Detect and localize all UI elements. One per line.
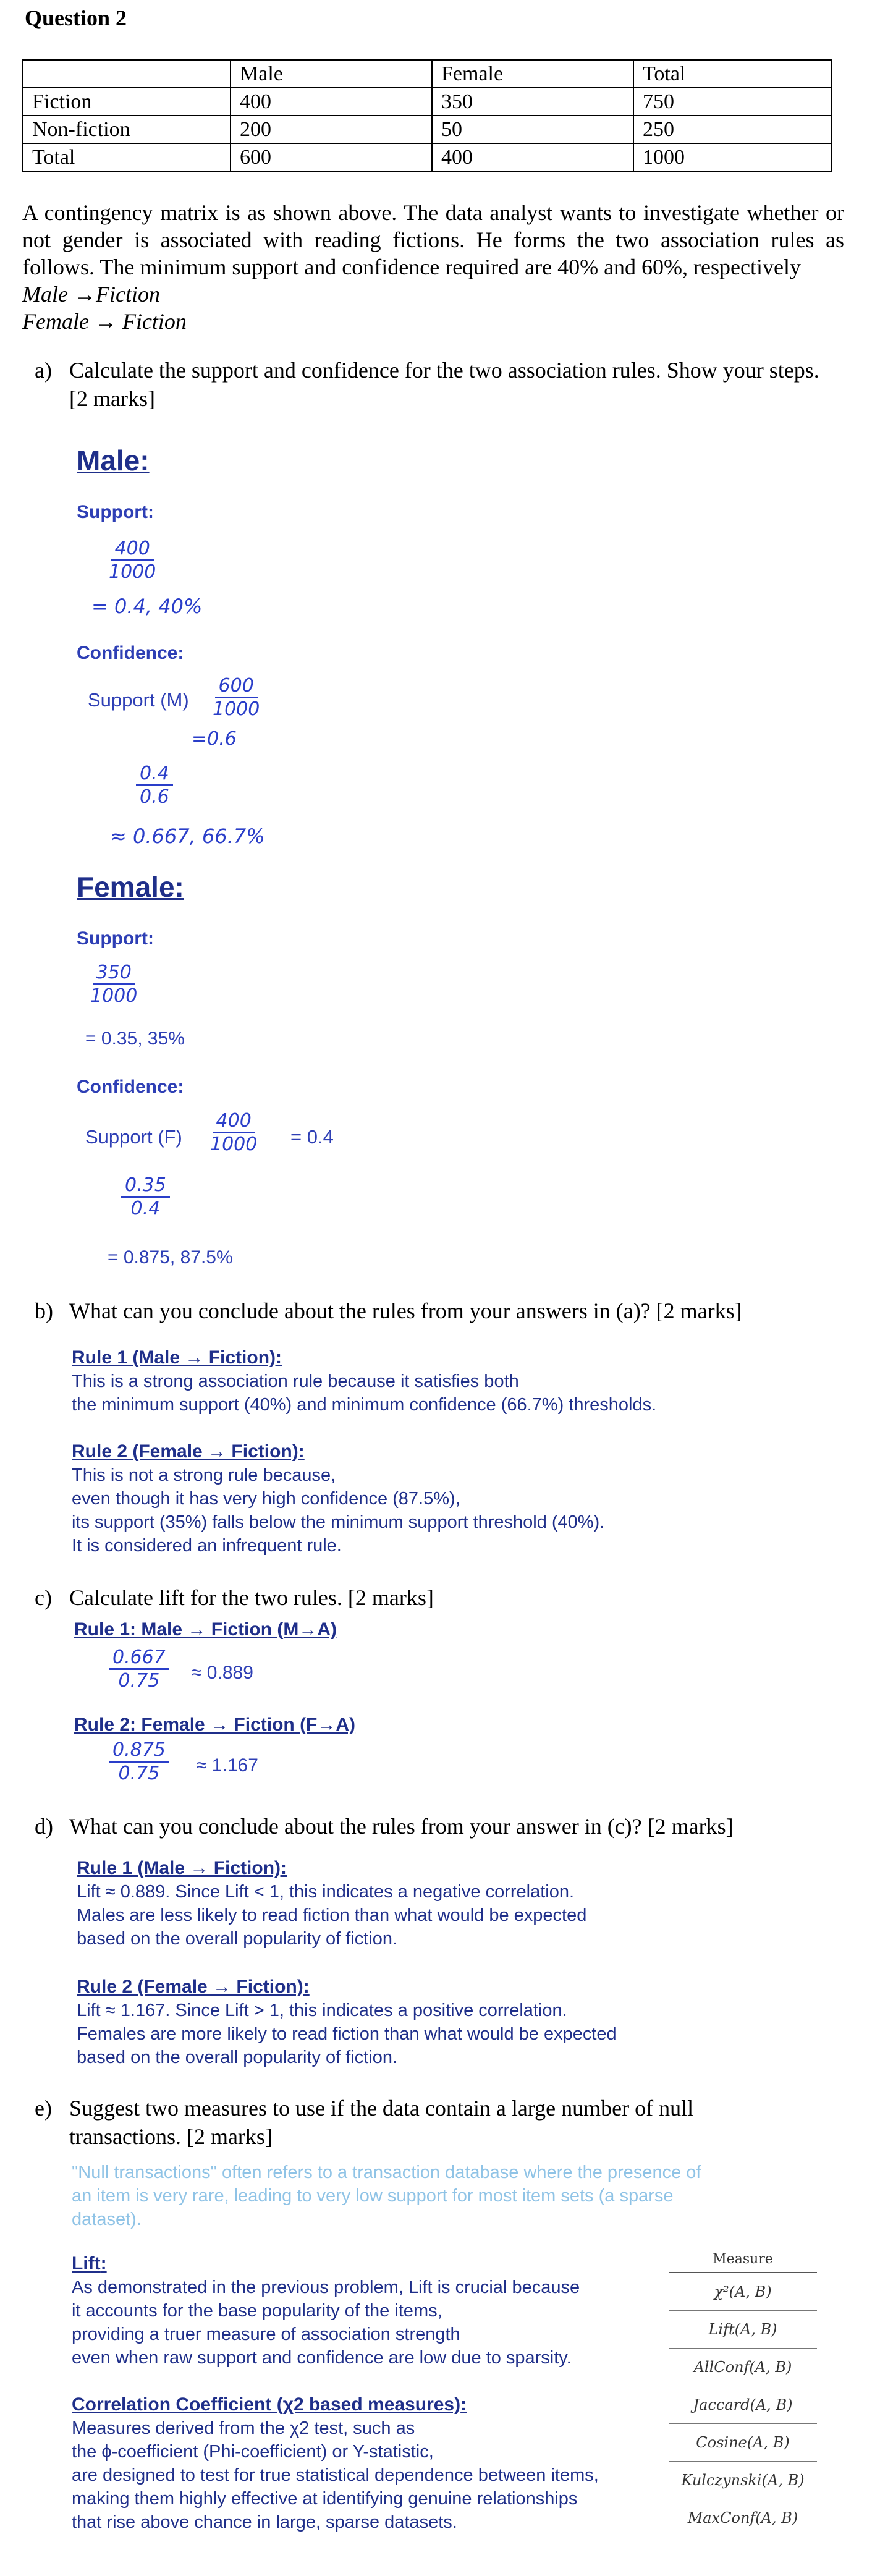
fraction-denominator: 0.6 xyxy=(140,786,169,808)
null-transactions-note xyxy=(72,2161,826,2231)
question-text: What can you conclude about the rules from your answer in (c)? [2 marks] xyxy=(69,1814,734,1839)
measure-item: Kulczynski(A, B) xyxy=(669,2462,817,2499)
male-support-result: = 0.4, 40% xyxy=(91,595,203,618)
table-cell: Fiction xyxy=(23,88,231,116)
correlation-line: that rise above chance in large, sparse datasets. xyxy=(72,2512,457,2532)
table-cell xyxy=(23,60,231,88)
correlation-block: Correlation Coefficient (χ2 based measures): Measures derived from the χ2 test, such as the ϕ-coefficient (Phi-coefficient) or Y-statistic, are designed to test for true statistical dependence between items, making them highly effective at identifying genuine relationships that rise above chance in large, sparse datasets. xyxy=(72,2394,599,2532)
table-cell: 350 xyxy=(432,88,633,116)
question-d xyxy=(35,1812,838,1841)
female-support-label: Support: xyxy=(77,928,154,949)
rule-male: Male →Fiction xyxy=(22,282,160,307)
d-rule2-title: Rule 2 (Female → Fiction) xyxy=(77,1976,303,1997)
table-cell: Total xyxy=(633,60,831,88)
table-cell: 1000 xyxy=(633,143,831,171)
question-label: a) xyxy=(35,358,52,383)
table-header-row xyxy=(23,60,831,88)
note-line: an item is very rare, leading to very low support for most item sets (a sparse xyxy=(72,2186,674,2206)
c-rule2-title: Rule 2: Female → Fiction (F→A) xyxy=(74,1714,356,1735)
table-cell: Total xyxy=(23,143,231,171)
table-cell: 250 xyxy=(633,116,831,143)
d-rule2-line: Females are more likely to read fiction than what would be expected xyxy=(77,2024,617,2044)
fraction-numerator: 0.35 xyxy=(121,1174,170,1198)
male-support-label: Support: xyxy=(77,502,154,522)
d-rule1-line: based on the overall popularity of fiction. xyxy=(77,1929,398,1949)
note-line: "Null transactions" often refers to a transaction database where the presence of xyxy=(72,2163,701,2182)
c-rule1-fraction xyxy=(109,1646,169,1692)
measure-item: Jaccard(A, B) xyxy=(669,2386,817,2424)
question-a xyxy=(35,356,838,413)
lift-line: even when raw support and confidence are low due to sparsity. xyxy=(72,2348,572,2368)
male-support-fraction xyxy=(105,538,159,583)
correlation-line: Measures derived from the χ2 test, such as xyxy=(72,2418,415,2438)
table-cell: Male xyxy=(231,60,432,88)
fraction-numerator: 0.875 xyxy=(109,1739,169,1763)
question-text: What can you conclude about the rules from your answers in (a)? [2 marks] xyxy=(69,1299,742,1323)
rule-female: Female → Fiction xyxy=(22,309,187,334)
correlation-title: Correlation Coefficient (χ2 based measures) xyxy=(72,2394,461,2415)
table-cell: 750 xyxy=(633,88,831,116)
question-label: e) xyxy=(35,2096,52,2121)
b-rule1-line: This is a strong association rule because it satisfies both xyxy=(72,1371,519,1391)
intro-text: A contingency matrix is as shown above. The data analyst wants to investigate whether or not gender is associated with reading fictions. He forms the two association rules as follows. The minimum support and confidence required are 40% and 60%, respectively xyxy=(22,200,844,279)
table-cell: 200 xyxy=(231,116,432,143)
d-rule1-title: Rule 1 (Male → Fiction) xyxy=(77,1858,281,1878)
fraction-numerator: 400 xyxy=(111,538,154,561)
lift-line: As demonstrated in the previous problem, Lift is crucial because xyxy=(72,2277,580,2297)
b-rule1-block: Rule 1 (Male → Fiction): This is a strong association rule because it satisfies both the minimum support (40%) and minimum confidence (66.7%) thresholds. xyxy=(72,1347,657,1415)
table-cell: Female xyxy=(432,60,633,88)
support-f-label: Support (F) xyxy=(85,1126,182,1148)
support-f-result: = 0.4 xyxy=(290,1126,334,1148)
fraction-denominator: 1000 xyxy=(109,561,156,583)
measures-header: Measure xyxy=(669,2247,817,2273)
question-label: d) xyxy=(35,1814,53,1839)
measure-item: Cosine(A, B) xyxy=(669,2424,817,2462)
question-text: Calculate the support and confidence for the two association rules. Show your steps. [2 marks] xyxy=(69,358,819,411)
correlation-line: the ϕ-coefficient (Phi-coefficient) or Y-statistic, xyxy=(72,2442,434,2462)
d-rule2-block: Rule 2 (Female → Fiction): Lift ≈ 1.167. Since Lift > 1, this indicates a positive correlation. Females are more likely to read fiction than what would be expected based on the overall popularity of fiction. xyxy=(77,1976,617,2067)
c-rule1-title: Rule 1: Male → Fiction (M→A) xyxy=(74,1619,337,1640)
lift-block: Lift: As demonstrated in the previous problem, Lift is crucial because it accounts for the base popularity of the items, providing a truer measure of association strength even when raw support and confidence are low due to sparsity. xyxy=(72,2253,580,2368)
table-cell: 400 xyxy=(432,143,633,171)
female-confidence-result: = 0.875, 87.5% xyxy=(108,1247,233,1268)
lift-line: it accounts for the base popularity of the items, xyxy=(72,2301,442,2321)
female-support-result: = 0.35, 35% xyxy=(85,1028,185,1049)
table-row xyxy=(23,88,831,116)
question-text: Calculate lift for the two rules. [2 marks] xyxy=(69,1585,434,1610)
b-rule2-block: Rule 2 (Female → Fiction): This is not a strong rule because, even though it has very high confidence (87.5%), its support (35%) falls below the minimum support threshold (40%). It is considered an infrequent rule. xyxy=(72,1441,605,1556)
support-f-fraction xyxy=(206,1110,261,1155)
fraction-numerator: 0.4 xyxy=(136,763,173,786)
fraction-numerator: 0.667 xyxy=(109,1646,169,1670)
b-rule2-line: It is considered an infrequent rule. xyxy=(72,1536,342,1556)
correlation-line: are designed to test for true statistical dependence between items, xyxy=(72,2465,599,2485)
male-confidence-result: ≈ 0.667, 66.7% xyxy=(110,824,265,848)
question-c xyxy=(35,1583,838,1612)
fraction-numerator: 600 xyxy=(215,675,258,698)
table-row xyxy=(23,116,831,143)
note-line: dataset). xyxy=(72,2210,142,2229)
b-rule1-line: the minimum support (40%) and minimum confidence (66.7%) thresholds. xyxy=(72,1395,657,1415)
fraction-denominator: 0.75 xyxy=(118,1670,160,1692)
intro-paragraph xyxy=(22,199,844,335)
contingency-table xyxy=(22,59,832,172)
female-confidence-label: Confidence: xyxy=(77,1077,184,1097)
male-heading: Male: xyxy=(77,444,150,477)
table-cell: Non-fiction xyxy=(23,116,231,143)
table-cell: 600 xyxy=(231,143,432,171)
d-rule1-line: Males are less likely to read fiction than what would be expected xyxy=(77,1905,587,1925)
male-confidence-label: Confidence: xyxy=(77,643,184,663)
female-heading: Female: xyxy=(77,871,184,903)
female-support-fraction xyxy=(87,962,141,1007)
fraction-numerator: 350 xyxy=(93,962,135,985)
correlation-line: making them highly effective at identifying genuine relationships xyxy=(72,2489,578,2509)
table-cell: 400 xyxy=(231,88,432,116)
d-rule1-line: Lift ≈ 0.889. Since Lift < 1, this indicates a negative correlation. xyxy=(77,1882,575,1902)
question-label: b) xyxy=(35,1299,53,1323)
table-cell: 50 xyxy=(432,116,633,143)
question-text-cont: transactions. [2 marks] xyxy=(69,2124,273,2149)
measures-table xyxy=(669,2247,817,2536)
measure-item: Lift(A, B) xyxy=(669,2311,817,2349)
fraction-denominator: 1000 xyxy=(90,985,138,1007)
male-confidence-fraction xyxy=(136,763,173,808)
measure-item: MaxConf(A, B) xyxy=(687,2509,798,2527)
b-rule2-line: This is not a strong rule because, xyxy=(72,1465,336,1485)
question-e xyxy=(35,2094,838,2151)
lift-title: Lift xyxy=(72,2253,101,2274)
lift-line: providing a truer measure of association strength xyxy=(72,2324,460,2344)
fraction-denominator: 1000 xyxy=(210,1133,258,1155)
b-rule2-line: even though it has very high confidence (87.5%), xyxy=(72,1489,460,1509)
question-b xyxy=(35,1297,838,1325)
b-rule2-line: its support (35%) falls below the minimum support threshold (40%). xyxy=(72,1512,605,1532)
question-text: Suggest two measures to use if the data contain a large number of null xyxy=(69,2096,694,2121)
d-rule2-line: Lift ≈ 1.167. Since Lift > 1, this indicates a positive correlation. xyxy=(77,2001,567,2020)
question-label: c) xyxy=(35,1585,52,1610)
measure-item: AllConf(A, B) xyxy=(669,2349,817,2386)
support-m-label: Support (M) xyxy=(88,689,189,711)
fraction-denominator: 1000 xyxy=(213,698,260,720)
question-title: Question 2 xyxy=(25,6,127,30)
c-rule2-fraction xyxy=(109,1739,169,1784)
fraction-denominator: 0.4 xyxy=(130,1198,161,1219)
fraction-numerator: 400 xyxy=(213,1110,255,1133)
support-m-fraction xyxy=(209,675,263,720)
d-rule2-line: based on the overall popularity of fiction. xyxy=(77,2048,398,2067)
support-m-result: =0.6 xyxy=(192,728,237,750)
female-confidence-fraction xyxy=(121,1174,170,1219)
c-rule1-result: ≈ 0.889 xyxy=(192,1663,253,1683)
c-rule2-result: ≈ 1.167 xyxy=(197,1755,258,1776)
table-row xyxy=(23,143,831,171)
b-rule1-title: Rule 1 (Male → Fiction) xyxy=(72,1347,276,1368)
fraction-denominator: 0.75 xyxy=(118,1763,160,1784)
measure-item: χ²(A, B) xyxy=(669,2273,817,2311)
b-rule2-title: Rule 2 (Female → Fiction) xyxy=(72,1441,298,1462)
d-rule1-block: Rule 1 (Male → Fiction): Lift ≈ 0.889. Since Lift < 1, this indicates a negative correlation. Males are less likely to read fiction than what would be expected based on the overall popularity of fiction. xyxy=(77,1858,587,1949)
